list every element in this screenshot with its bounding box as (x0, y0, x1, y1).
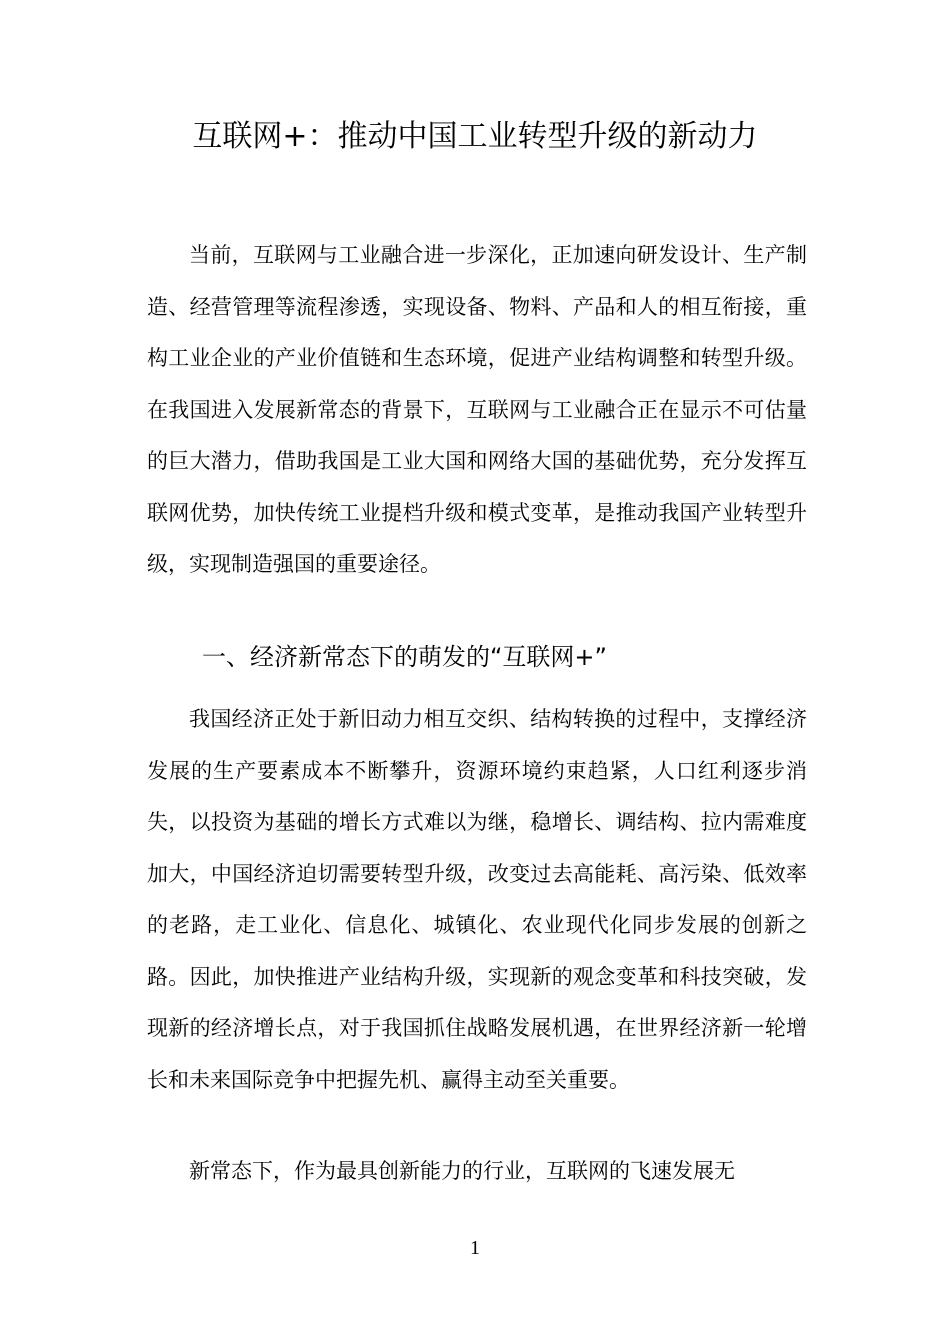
intro-paragraph: 当前，互联网与工业融合进一步深化，正加速向研发设计、生产制造、经营管理等流程渗透，实现设备、物料、产品和人的相互衔接，重构工业企业的产业价值链和生态环境，促进产业结构调整和转型升级。在我国进入发展新常态的背景下，互联网与工业融合正在显示不可估量的巨大潜力，借助我国是工业大国和网络大国的基础优势，充分发挥互联网优势，加快传统工业提档升级和模式变革，是推动我国产业转型升级，实现制造强国的重要途径。 (147, 243, 807, 576)
body-paragraph: 我国经济正处于新旧动力相互交织、结构转换的过程中，支撑经济发展的生产要素成本不断攀升，资源环境约束趋紧，人口红利逐步消失，以投资为基础的增长方式难以为继，稳增长、调结构、拉内需难度加大，中国经济迫切需要转型升级，改变过去高能耗、高污染、低效率的老路，走工业化、信息化、城镇化、农业现代化同步发展的创新之路。因此，加快推进产业结构升级，实现新的观念变革和科技突破，发现新的经济增长点，对于我国抓住战略发展机遇，在世界经济新一轮增长和未来国际竞争中把握先机、赢得主动至关重要。 (147, 707, 807, 1092)
body-paragraph: 新常态下，作为最具创新能力的行业，互联网的飞速发展无 (189, 1159, 735, 1183)
section-heading: 一、经济新常态下的萌发的“互联网+” (202, 643, 607, 671)
page-number: 1 (470, 1237, 480, 1259)
document-title: 互联网+：推动中国工业转型升级的新动力 (192, 119, 758, 154)
